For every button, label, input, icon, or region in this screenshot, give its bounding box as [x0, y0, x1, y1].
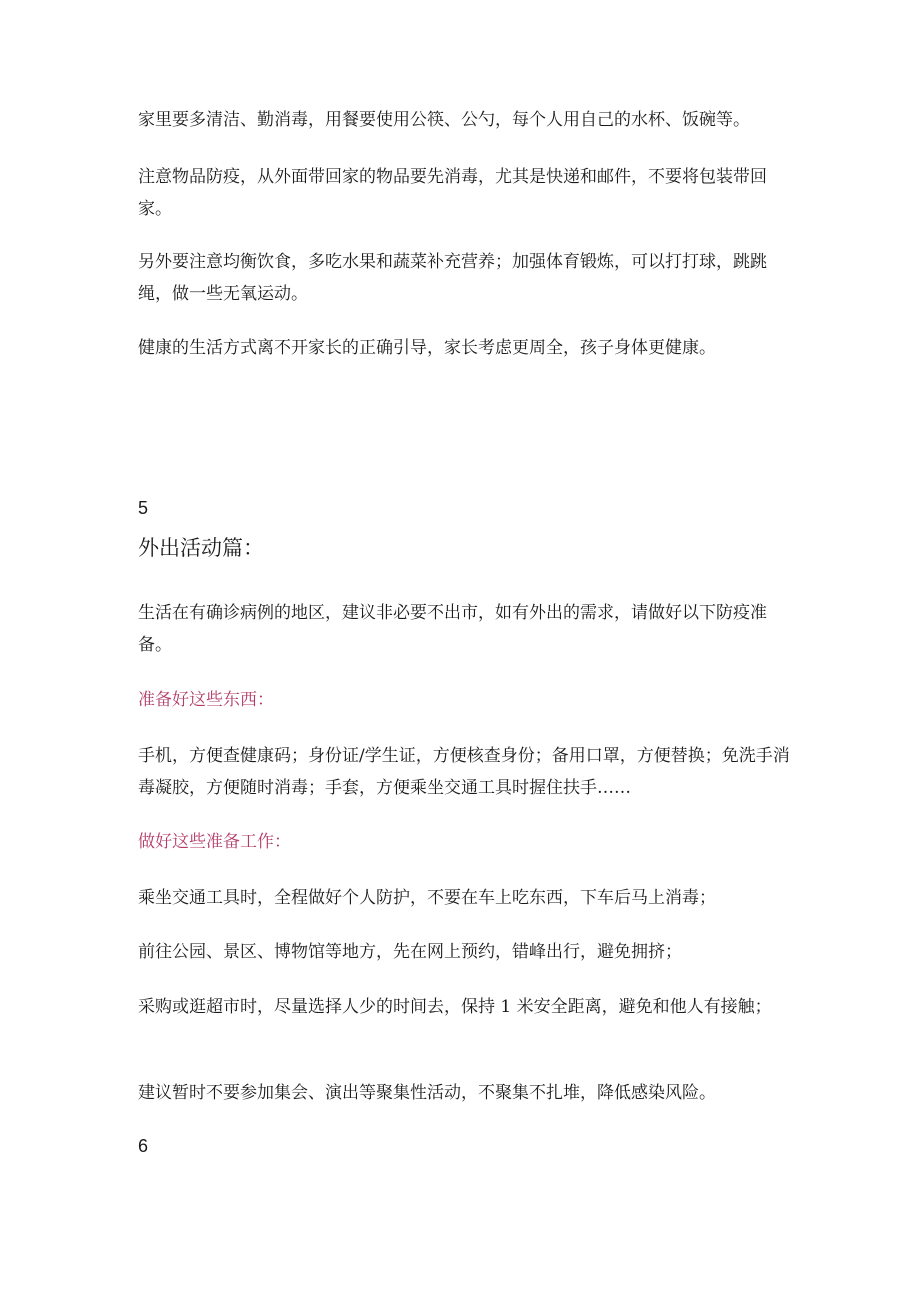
paragraph-venue-reservation: 前往公园、景区、博物馆等地方，先在网上预约，错峰出行，避免拥挤；	[138, 942, 682, 962]
paragraph-transport-protection: 乘坐交通工具时，全程做好个人防护，不要在车上吃东西，下车后马上消毒；	[138, 888, 716, 908]
paragraph-outdoor-intro: 生活在有确诊病例的地区，建议非必要不出市，如有外出的需求，请做好以下防疫准备。	[138, 603, 767, 655]
paragraph-home-cleaning: 家里要多清洁、勤消毒，用餐要使用公筷、公勺，每个人用自己的水杯、饭碗等。	[138, 110, 750, 130]
paragraph-shopping-distance: 采购或逛超市时，尽量选择人少的时间去，保持 1 米安全距离，避免和他人有接触；	[138, 997, 772, 1017]
paragraph-item-disinfection: 注意物品防疫，从外面带回家的物品要先消毒，尤其是快递和邮件，不要将包装带回家。	[138, 167, 767, 219]
paragraph-avoid-gatherings: 建议暂时不要参加集会、演出等聚集性活动，不聚集不扎堆，降低感染风险。	[138, 1083, 716, 1103]
paragraph-healthy-lifestyle: 健康的生活方式离不开家长的正确引导，家长考虑更周全，孩子身体更健康。	[138, 338, 716, 358]
subheading-prepare-items: 准备好这些东西：	[138, 690, 274, 710]
subheading-preparation-work: 做好这些准备工作：	[138, 832, 291, 852]
paragraph-items-list: 手机，方便查健康码；身份证/学生证，方便核查身份；备用口罩，方便替换；免洗手消毒凝胶，方便随时消毒；手套，方便乘坐交通工具时握住扶手……	[138, 746, 790, 798]
paragraph-diet-exercise: 另外要注意均衡饮食，多吃水果和蔬菜补充营养；加强体育锻炼，可以打打球，跳跳绳，做一些无氧运动。	[138, 252, 767, 304]
section-title-outdoor-activities: 外出活动篇：	[138, 536, 264, 560]
section-number-6: 6	[138, 1136, 149, 1156]
section-number-5: 5	[138, 498, 149, 518]
